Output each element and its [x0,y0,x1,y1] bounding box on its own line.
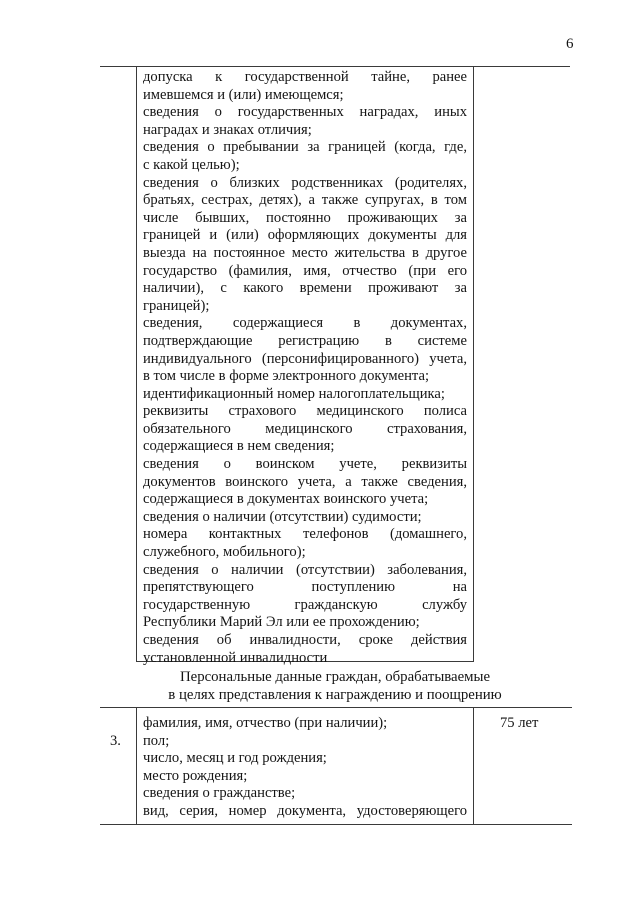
row-number: 3. [110,733,121,749]
text-line: фамилия, имя, отчество (при наличии); [143,715,388,731]
text-line: место рождения; [143,767,248,784]
text-line: сведения, содержащиеся в документах, [143,315,467,332]
retention-term: 75 лет [500,715,539,731]
text-line: сведения о гражданстве; [143,785,296,802]
text-line: сведения о близких родственниках (родителях, [143,174,467,191]
text-line: Республики Марий Эл или ее прохождению; [143,614,420,631]
text-line: препятствующего поступлению на [143,579,467,596]
table1-left-border [136,66,137,662]
text-line: братьях, сестрах, детях), а также супругах, в том [143,192,467,209]
text-line: наличии), с какого времени проживают за [143,280,467,297]
text-line: границей и (или) оформляющих документы для [143,227,467,244]
text-line: числе бывших, постоянно проживающих за [143,209,467,226]
text-line: обязательного медицинского страхования, [143,420,467,437]
text-line: подтверждающие регистрацию в системе [143,332,467,349]
text-line: государство (фамилия, имя, отчество (при его [143,262,467,279]
text-line: служебного, мобильного); [143,544,306,561]
text-line: индивидуального (персонифицированного) учета, [143,350,467,367]
text-line: число, месяц и год рождения; [143,750,327,767]
text-line: содержащиеся в документах воинского учета; [143,491,429,508]
table2-left-border [136,707,137,825]
text-line: государственную гражданскую службу [143,596,467,613]
text-line: пол; [143,732,170,749]
text-line: имевшемся и (или) имеющемся; [143,86,344,103]
text-line: документов воинского учета, а также сведения, [143,473,467,490]
page-number: 6 [566,36,574,52]
text-line: идентификационный номер налогоплательщика; [143,385,445,402]
text-line: выезда на постоянное место жительства в другое [143,244,467,261]
text-line: сведения об инвалидности, сроке действия [143,632,467,648]
section-heading [135,669,535,704]
section2-content [143,715,467,821]
table2-right-border [473,707,474,825]
text-line: наградах и знаках отличия; [143,121,312,138]
text-line: вид, серия, номер документа, удостоверяющего [143,802,467,819]
text-line: с какой целью); [143,156,240,173]
text-line: номера контактных телефонов (домашнего, [143,526,467,543]
text-line: сведения о государственных наградах, иных [143,104,467,121]
table2-bottom-border [100,824,572,825]
table2-top-border [100,707,572,708]
section-heading-line1: Персональные данные граждан, обрабатываемые [179,669,491,685]
text-line: в том числе в форме электронного документа; [143,368,430,385]
table1-top-border [100,66,570,67]
text-line: сведения о пребывании за границей (когда, где, [143,139,467,156]
text-line: границей); [143,297,210,314]
section-heading-line2: в целях представления к награждению и поощрению [168,686,502,703]
text-line: сведения о наличии (отсутствии) судимости; [143,508,422,525]
text-line: реквизиты страхового медицинского полиса [143,403,467,420]
text-line: сведения о воинском учете, реквизиты [143,456,467,473]
text-line: допуска к государственной тайне, ранее [143,69,467,85]
section1-content [143,69,467,667]
text-line: содержащиеся в нем сведения; [143,438,335,455]
text-line: сведения о наличии (отсутствии) заболевания, [143,561,467,578]
text-line: установленной инвалидности [143,649,328,666]
table1-right-border [473,66,474,662]
